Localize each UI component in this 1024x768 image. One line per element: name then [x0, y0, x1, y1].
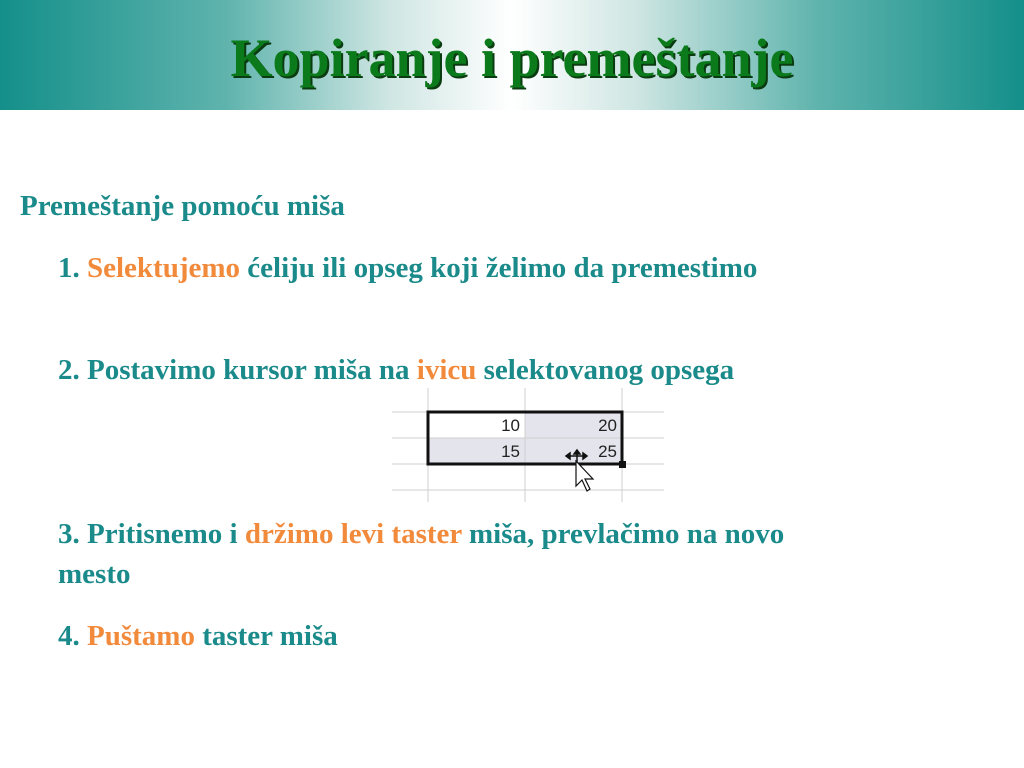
step-2 [58, 350, 858, 390]
step-1-text: ćeliju ili opseg koji želimo da premestimo [240, 252, 758, 284]
step-3-highlight: držimo levi taster [244, 518, 462, 550]
cell-b1: 20 [598, 416, 617, 435]
slide-title: Kopiranje i premeštanje [230, 28, 794, 88]
subheading: Premeštanje pomoću miša [20, 190, 345, 222]
step-2-highlight: ivicu [416, 354, 477, 386]
step-4-number: 4. [58, 620, 87, 652]
step-2-text-after: selektovanog opsega [476, 354, 735, 386]
step-3-text-before: 3. Pritisnemo i [58, 518, 245, 550]
step-1-highlight: Selektujemo [87, 252, 241, 284]
step-3-text-after: miša, prevlačimo na novo mesto [58, 518, 785, 590]
step-4-text: taster miša [194, 620, 338, 652]
step-4-highlight: Puštamo [87, 620, 195, 652]
step-1-number: 1. [58, 252, 87, 284]
step-1 [58, 248, 858, 288]
fill-handle[interactable] [619, 461, 626, 468]
cell-b2: 25 [598, 442, 617, 461]
cell-a1: 10 [501, 416, 520, 435]
step-4 [58, 616, 858, 656]
spreadsheet-grid [392, 388, 664, 502]
cell-a2: 15 [501, 442, 520, 461]
step-2-text-before: 2. Postavimo kursor miša na [58, 354, 417, 386]
step-3 [58, 514, 858, 594]
spreadsheet-illustration [392, 388, 664, 502]
